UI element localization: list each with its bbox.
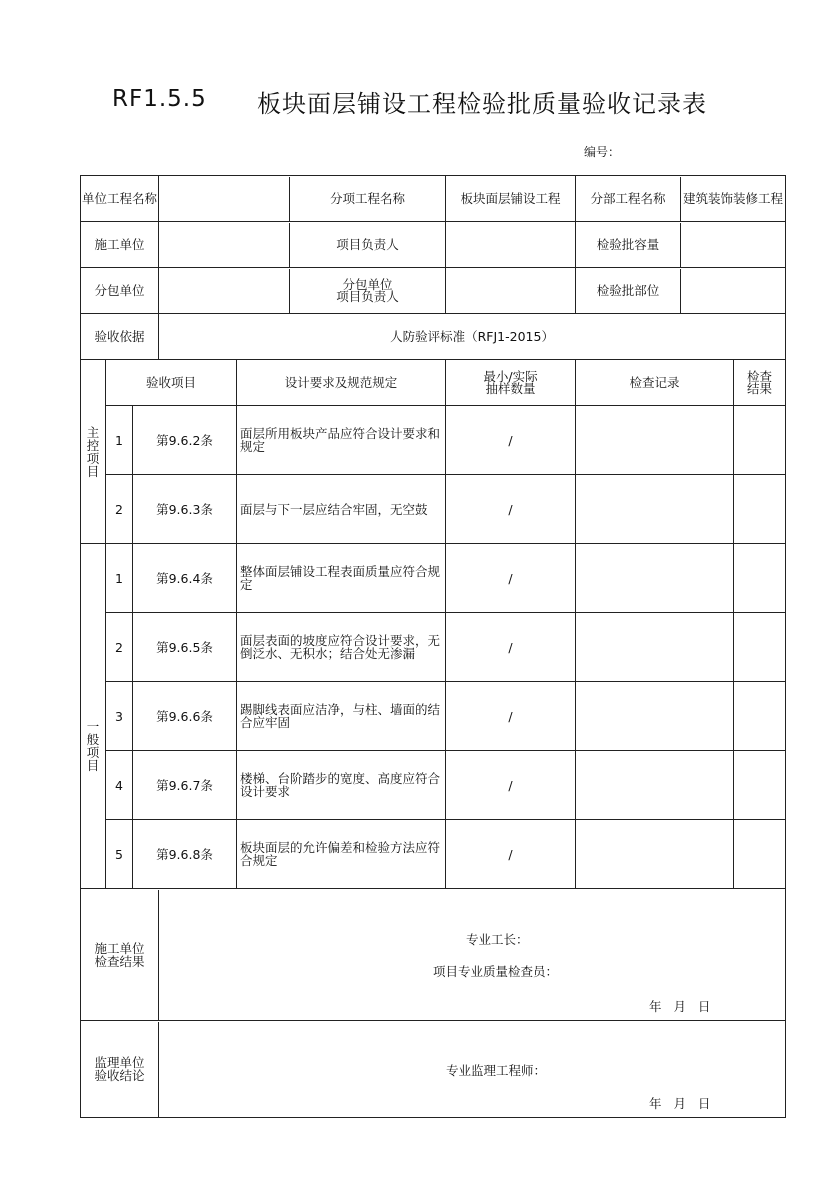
form-code: RF1.5.5 <box>112 86 207 112</box>
item-clause: 第9.6.3条 <box>133 475 237 544</box>
main-control-label: 主 控 项 目 <box>81 360 106 544</box>
col-record-header: 检查记录 <box>576 360 734 406</box>
supervisor-check-section <box>81 1021 786 1118</box>
item-record[interactable] <box>576 682 734 751</box>
batch-location-cell <box>576 268 786 314</box>
form-name: 板块面层铺设工程检验批质量验收记录表 <box>257 90 707 118</box>
item-result[interactable] <box>734 544 786 613</box>
table-row <box>81 475 786 544</box>
project-lead-label: 项目负责人 <box>336 237 399 252</box>
table-row <box>81 820 786 889</box>
item-requirement: 面层所用板块产品应符合设计要求和规定 <box>237 406 446 475</box>
col-requirement-header: 设计要求及规范规定 <box>237 360 446 406</box>
item-sample[interactable]: / <box>446 475 576 544</box>
item-record[interactable] <box>576 544 734 613</box>
batch-location-value[interactable] <box>681 269 785 313</box>
item-result[interactable] <box>734 820 786 889</box>
item-sample[interactable]: / <box>446 751 576 820</box>
item-clause: 第9.6.8条 <box>133 820 237 889</box>
item-requirement: 板块面层的允许偏差和检验方法应符合规定 <box>237 820 446 889</box>
contractor-cell <box>159 222 446 268</box>
date-label: 年 月 日 <box>649 1095 711 1111</box>
item-clause: 第9.6.7条 <box>133 751 237 820</box>
date-label: 年 月 日 <box>649 998 711 1014</box>
item-number: 5 <box>106 820 133 889</box>
table-row <box>81 544 786 613</box>
col-result-header: 检查 结果 <box>734 360 786 406</box>
item-number: 1 <box>106 544 133 613</box>
contractor-value[interactable] <box>159 223 290 267</box>
subcontractor-cell <box>159 268 446 314</box>
batch-capacity-label: 检验批容量 <box>576 223 681 267</box>
division-cell <box>576 176 786 222</box>
basis-label: 验收依据 <box>81 314 159 360</box>
contractor-label: 施工单位 <box>81 222 159 268</box>
item-result[interactable] <box>734 682 786 751</box>
item-number: 2 <box>106 613 133 682</box>
item-number: 3 <box>106 682 133 751</box>
item-sample[interactable]: / <box>446 682 576 751</box>
basis-value: 人防验评标准（RFJ1-2015） <box>159 314 786 360</box>
batch-capacity-value[interactable] <box>681 223 785 267</box>
col-item-header: 验收项目 <box>106 360 237 406</box>
contractor-check-label: 施工单位 检查结果 <box>81 890 159 1020</box>
quality-inspector-label: 项目专业质量检查员： <box>433 963 559 979</box>
item-requirement: 面层表面的坡度应符合设计要求，无倒泛水、无积水；结合处无渗漏 <box>237 613 446 682</box>
supervisor-signature-area[interactable] <box>159 1022 785 1117</box>
item-record[interactable] <box>576 406 734 475</box>
item-sample[interactable]: / <box>446 820 576 889</box>
batch-capacity-cell <box>576 222 786 268</box>
batch-location-label: 检验批部位 <box>576 269 681 313</box>
supervising-engineer-label: 专业监理工程师： <box>446 1062 547 1078</box>
item-requirement: 踢脚线表面应洁净，与柱、墙面的结合应牢固 <box>237 682 446 751</box>
item-number: 2 <box>106 475 133 544</box>
division-label: 分部工程名称 <box>576 177 681 221</box>
general-items-label: 一 般 项 目 <box>81 544 106 889</box>
sub-lead-value[interactable] <box>446 268 576 314</box>
table-row <box>81 613 786 682</box>
item-clause: 第9.6.6条 <box>133 682 237 751</box>
unit-project-label: 单位工程名称 <box>81 176 159 222</box>
unit-project-value[interactable] <box>159 176 446 222</box>
table-row <box>81 751 786 820</box>
document-title <box>0 86 838 120</box>
item-number: 1 <box>106 406 133 475</box>
supervisor-check-label: 监理单位 验收结论 <box>81 1022 159 1117</box>
sub-item-label: 分项工程名称 <box>330 191 406 206</box>
project-lead-value[interactable] <box>446 222 576 268</box>
item-clause: 第9.6.4条 <box>133 544 237 613</box>
foreman-label: 专业工长： <box>466 931 529 947</box>
serial-number-label: 编号： <box>584 145 621 159</box>
item-sample[interactable]: / <box>446 544 576 613</box>
item-result[interactable] <box>734 475 786 544</box>
item-record[interactable] <box>576 820 734 889</box>
contractor-check-section <box>81 889 786 1021</box>
sub-lead-label: 分包单位 项目负责人 <box>336 276 399 304</box>
item-requirement: 整体面层铺设工程表面质量应符合规定 <box>237 544 446 613</box>
item-sample[interactable]: / <box>446 613 576 682</box>
item-requirement: 面层与下一层应结合牢固，无空鼓 <box>237 475 446 544</box>
sub-item-value[interactable]: 板块面层铺设工程 <box>446 176 576 222</box>
item-number: 4 <box>106 751 133 820</box>
division-value[interactable]: 建筑装饰装修工程 <box>683 191 784 206</box>
item-result[interactable] <box>734 751 786 820</box>
item-requirement: 楼梯、台阶踏步的宽度、高度应符合设计要求 <box>237 751 446 820</box>
col-sample-header: 最小/实际 抽样数量 <box>446 360 576 406</box>
item-record[interactable] <box>576 613 734 682</box>
item-record[interactable] <box>576 475 734 544</box>
item-record[interactable] <box>576 751 734 820</box>
item-result[interactable] <box>734 406 786 475</box>
inspection-form-table <box>80 175 786 1118</box>
table-row <box>81 406 786 475</box>
item-clause: 第9.6.2条 <box>133 406 237 475</box>
item-result[interactable] <box>734 613 786 682</box>
table-row <box>81 682 786 751</box>
subcontractor-label: 分包单位 <box>81 268 159 314</box>
subcontractor-value[interactable] <box>159 269 290 313</box>
contractor-signature-area[interactable] <box>159 890 785 1020</box>
item-clause: 第9.6.5条 <box>133 613 237 682</box>
item-sample[interactable]: / <box>446 406 576 475</box>
